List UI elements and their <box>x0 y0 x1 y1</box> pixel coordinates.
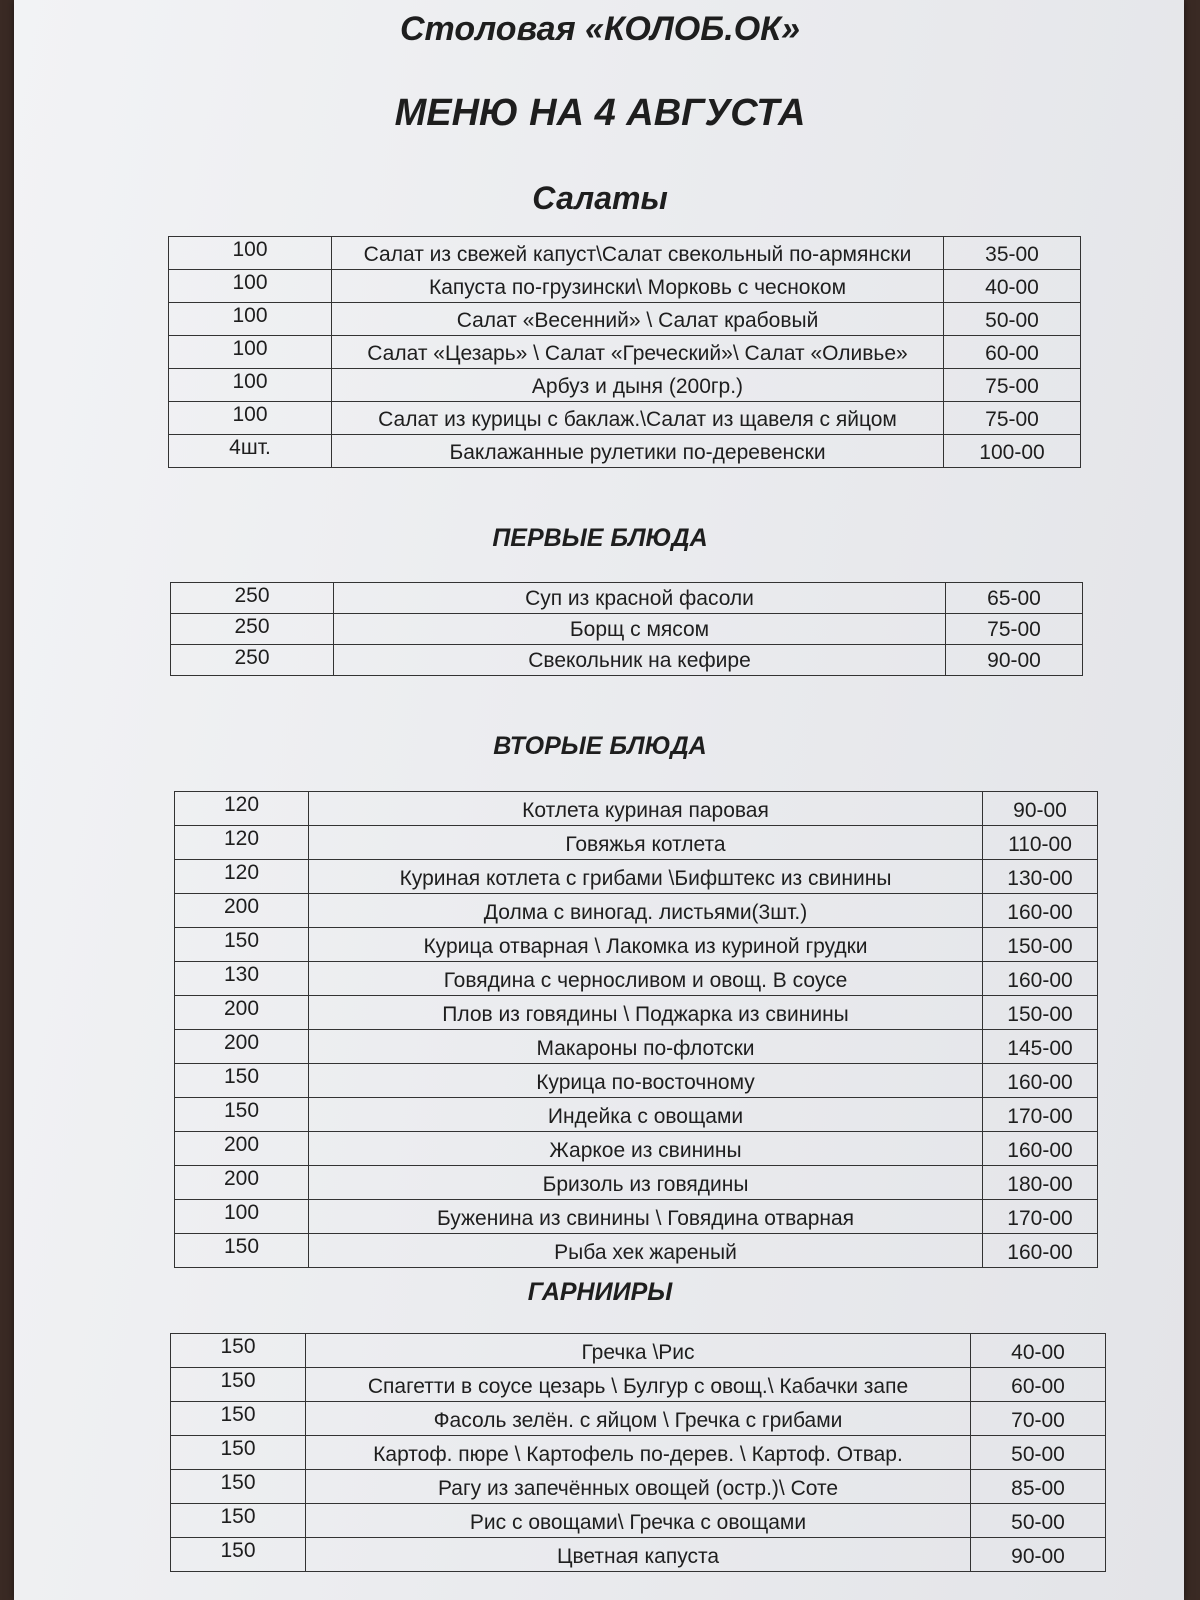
dish-price: 160-00 <box>983 894 1098 928</box>
dish-price: 75-00 <box>944 369 1081 402</box>
menu-row <box>171 1334 1106 1368</box>
dish-weight: 250 <box>171 583 334 614</box>
menu-row <box>171 1538 1106 1572</box>
menu-row <box>169 336 1081 369</box>
dish-price: 110-00 <box>983 826 1098 860</box>
dish-name: Цветная капуста <box>306 1538 971 1572</box>
dish-price: 160-00 <box>983 1234 1098 1268</box>
dish-weight: 150 <box>171 1538 306 1572</box>
section-title-first-courses: ПЕРВЫЕ БЛЮДА <box>492 524 708 552</box>
dish-price: 150-00 <box>983 996 1098 1030</box>
second-courses-table <box>174 791 1098 1268</box>
menu-row <box>175 860 1098 894</box>
section-title-second-courses: ВТОРЫЕ БЛЮДА <box>493 732 707 760</box>
dish-price: 180-00 <box>983 1166 1098 1200</box>
menu-row <box>171 1368 1106 1402</box>
menu-title: МЕНЮ НА 4 АВГУСТА <box>394 92 806 134</box>
dish-weight: 150 <box>175 1098 309 1132</box>
section-title-salads: Салаты <box>532 180 668 216</box>
sides-table-body <box>171 1334 1106 1572</box>
dish-price: 145-00 <box>983 1030 1098 1064</box>
dish-price: 60-00 <box>971 1368 1106 1402</box>
dish-price: 90-00 <box>983 792 1098 826</box>
dish-name: Рыба хек жареный <box>309 1234 983 1268</box>
dish-price: 90-00 <box>971 1538 1106 1572</box>
menu-row <box>175 1200 1098 1234</box>
dish-weight: 150 <box>171 1470 306 1504</box>
dish-name: Макароны по-флотски <box>309 1030 983 1064</box>
dish-name: Борщ с мясом <box>334 614 946 645</box>
menu-row <box>175 792 1098 826</box>
menu-row <box>171 614 1083 645</box>
dish-price: 50-00 <box>944 303 1081 336</box>
dish-name: Салат «Цезарь» \ Салат «Греческий»\ Салат «Оливье» <box>332 336 944 369</box>
menu-row <box>171 1436 1106 1470</box>
menu-row <box>171 645 1083 676</box>
menu-row <box>171 1504 1106 1538</box>
dish-price: 85-00 <box>971 1470 1106 1504</box>
section-title-sides: ГАРНИИРЫ <box>527 1278 673 1306</box>
dish-name: Рис с овощами\ Гречка с овощами <box>306 1504 971 1538</box>
menu-row <box>171 583 1083 614</box>
dish-name: Капуста по-грузински\ Морковь с чесноком <box>332 270 944 303</box>
dish-name: Салат «Весенний» \ Салат крабовый <box>332 303 944 336</box>
dish-price: 170-00 <box>983 1098 1098 1132</box>
dish-weight: 250 <box>171 645 334 676</box>
menu-row <box>175 1098 1098 1132</box>
dish-price: 35-00 <box>944 237 1081 270</box>
dish-name: Суп из красной фасоли <box>334 583 946 614</box>
menu-row <box>169 237 1081 270</box>
dish-price: 90-00 <box>946 645 1083 676</box>
dish-weight: 100 <box>169 369 332 402</box>
menu-row <box>175 928 1098 962</box>
dish-name: Курица по-восточному <box>309 1064 983 1098</box>
dish-name: Картоф. пюре \ Картофель по-дерев. \ Картоф. Отвар. <box>306 1436 971 1470</box>
menu-row <box>175 894 1098 928</box>
menu-row <box>175 1234 1098 1268</box>
dish-price: 75-00 <box>946 614 1083 645</box>
first-courses-table <box>170 582 1083 676</box>
dish-name: Курица отварная \ Лакомка из куриной грудки <box>309 928 983 962</box>
dish-weight: 150 <box>175 1064 309 1098</box>
dish-weight: 130 <box>175 962 309 996</box>
dish-weight: 100 <box>169 270 332 303</box>
menu-row <box>175 1132 1098 1166</box>
dish-price: 65-00 <box>946 583 1083 614</box>
dish-weight: 100 <box>169 402 332 435</box>
dish-name: Жаркое из свинины <box>309 1132 983 1166</box>
menu-row <box>175 1166 1098 1200</box>
dish-weight: 100 <box>169 336 332 369</box>
dish-name: Гречка \Рис <box>306 1334 971 1368</box>
dish-price: 160-00 <box>983 1132 1098 1166</box>
dish-weight: 150 <box>171 1368 306 1402</box>
dish-name: Спагетти в соусе цезарь \ Булгур с овощ.\ Кабачки запе <box>306 1368 971 1402</box>
dish-weight: 200 <box>175 1132 309 1166</box>
dish-weight: 150 <box>171 1402 306 1436</box>
dish-name: Буженина из свинины \ Говядина отварная <box>309 1200 983 1234</box>
dish-weight: 120 <box>175 792 309 826</box>
second-courses-table-body <box>175 792 1098 1268</box>
dish-name: Свекольник на кефире <box>334 645 946 676</box>
dish-weight: 150 <box>175 1234 309 1268</box>
dish-name: Фасоль зелён. с яйцом \ Гречка с грибами <box>306 1402 971 1436</box>
dish-weight: 120 <box>175 826 309 860</box>
menu-row <box>175 996 1098 1030</box>
dish-name: Плов из говядины \ Поджарка из свинины <box>309 996 983 1030</box>
dish-weight: 200 <box>175 996 309 1030</box>
dish-price: 100-00 <box>944 435 1081 468</box>
sides-table <box>170 1333 1106 1572</box>
first-courses-table-body <box>171 583 1083 676</box>
dish-name: Бризоль из говядины <box>309 1166 983 1200</box>
dish-price: 40-00 <box>971 1334 1106 1368</box>
dish-weight: 200 <box>175 894 309 928</box>
menu-row <box>175 1064 1098 1098</box>
dish-name: Котлета куриная паровая <box>309 792 983 826</box>
dish-weight: 250 <box>171 614 334 645</box>
dish-price: 170-00 <box>983 1200 1098 1234</box>
dish-name: Говяжья котлета <box>309 826 983 860</box>
dish-price: 130-00 <box>983 860 1098 894</box>
dish-weight: 200 <box>175 1166 309 1200</box>
dish-price: 70-00 <box>971 1402 1106 1436</box>
dish-price: 50-00 <box>971 1504 1106 1538</box>
menu-row <box>169 303 1081 336</box>
dish-price: 160-00 <box>983 1064 1098 1098</box>
dish-name: Говядина с черносливом и овощ. В соусе <box>309 962 983 996</box>
dish-name: Индейка с овощами <box>309 1098 983 1132</box>
dish-name: Салат из курицы с баклаж.\Салат из щавеля с яйцом <box>332 402 944 435</box>
dish-weight: 100 <box>169 303 332 336</box>
dish-name: Баклажанные рулетики по-деревенски <box>332 435 944 468</box>
dish-name: Рагу из запечённых овощей (остр.)\ Соте <box>306 1470 971 1504</box>
dish-name: Салат из свежей капуст\Салат свекольный по-армянски <box>332 237 944 270</box>
dish-price: 75-00 <box>944 402 1081 435</box>
dish-weight: 4шт. <box>169 435 332 468</box>
menu-row <box>169 435 1081 468</box>
dish-weight: 120 <box>175 860 309 894</box>
menu-row <box>175 962 1098 996</box>
menu-row <box>175 1030 1098 1064</box>
dish-weight: 100 <box>169 237 332 270</box>
menu-row <box>169 369 1081 402</box>
cafe-name: Столовая «КОЛОБ.ОК» <box>400 10 800 48</box>
dish-name: Долма с виногад. листьями(3шт.) <box>309 894 983 928</box>
menu-row <box>171 1402 1106 1436</box>
dish-weight: 150 <box>171 1334 306 1368</box>
dish-price: 50-00 <box>971 1436 1106 1470</box>
dish-name: Арбуз и дыня (200гр.) <box>332 369 944 402</box>
dish-price: 150-00 <box>983 928 1098 962</box>
dish-name: Куриная котлета с грибами \Бифштекс из свинины <box>309 860 983 894</box>
dish-weight: 200 <box>175 1030 309 1064</box>
salads-table-body <box>169 237 1081 468</box>
dish-price: 160-00 <box>983 962 1098 996</box>
dish-price: 60-00 <box>944 336 1081 369</box>
menu-row <box>175 826 1098 860</box>
salads-table <box>168 236 1081 468</box>
dish-weight: 150 <box>175 928 309 962</box>
dish-price: 40-00 <box>944 270 1081 303</box>
dish-weight: 150 <box>171 1436 306 1470</box>
dish-weight: 100 <box>175 1200 309 1234</box>
dish-weight: 150 <box>171 1504 306 1538</box>
menu-row <box>169 402 1081 435</box>
menu-row <box>169 270 1081 303</box>
menu-row <box>171 1470 1106 1504</box>
